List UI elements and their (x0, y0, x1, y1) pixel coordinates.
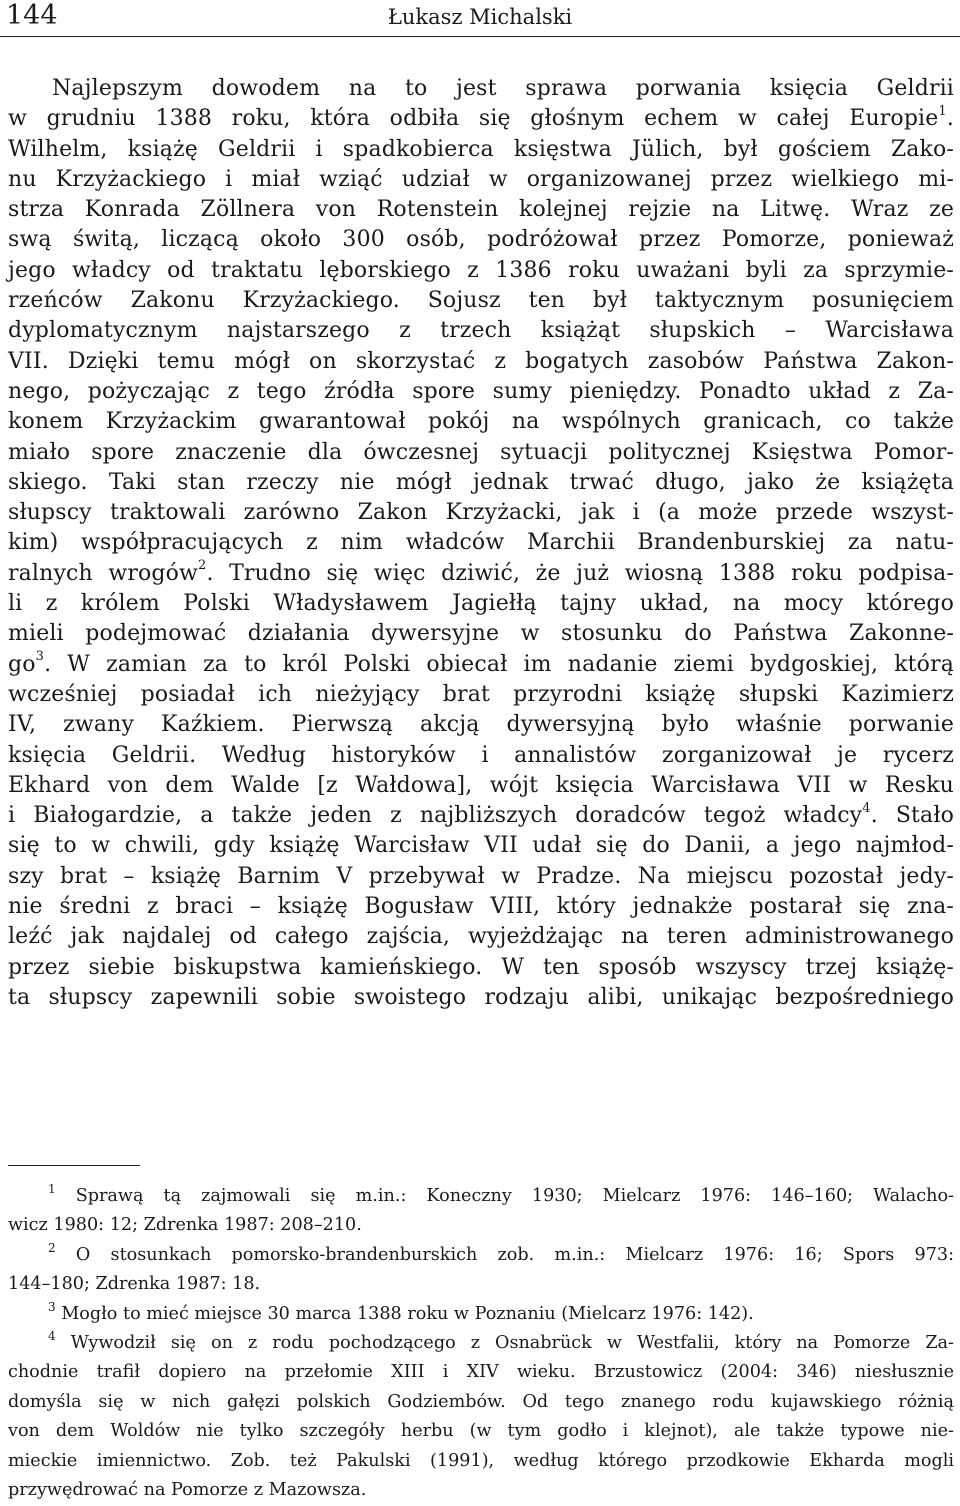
footnote-ref: 3 (35, 649, 45, 665)
footnote-line: 144–180; Zdrenka 1987: 18. (8, 1274, 261, 1295)
footnote-line: chodnie trafił dopiero na przełomie XIII i XIV wieku. Brzustowicz (2004: 346) niesłusznie (8, 1362, 954, 1383)
text-line: skiego. Taki stan rzeczy nie mógł jednak trwać długo, jako że książęta (8, 469, 954, 495)
text-line: miało spore znaczenie dla ówczesnej sytuacji politycznej Księstwa Pomor- (8, 439, 954, 465)
footnote-ref: 1 (938, 103, 947, 119)
text-line: strza Konrada Zöllnera von Rotenstein kolejnej rejzie na Litwę. Wraz ze (8, 197, 954, 223)
page-number: 144 (6, 0, 58, 31)
footnote-line: $^4$ Wywodził się on z rodu pochodzącego z Osnabrück w Westfalii, który na Pomorze Za- (48, 1329, 954, 1353)
footnotes (8, 1182, 954, 1505)
text-line: Ekhard von dem Walde [z Wałdowa], wójt księcia Warcisława VII w Resku (8, 772, 954, 798)
text-line: mieli podejmować działania dywersyjne w stosunku do Państwa Zakonne- (8, 621, 954, 647)
footnote-line: von dem Woldów nie tylko szczegóły herbu (w tym godło i klejnot), ale także typowe nie- (8, 1421, 954, 1442)
text-line: $go^3$. W zamian za to król Polski obiecał im nadanie ziemi bydgoskiej, którą (8, 649, 954, 677)
text-line: wcześniej posiadał ich nieżyjący brat przyrodni książę słupski Kazimierz (8, 681, 954, 707)
text-line: swą świtą, liczącą około 300 osób, podróżował przez Pomorze, ponieważ (8, 227, 954, 253)
main-text (8, 74, 954, 1013)
text-line: ralnych wrogów$^2$. Trudno się więc dziwić, że już wiosną 1388 roku podpisa- (8, 558, 954, 586)
text-line: księcia Geldrii. Według historyków i annalistów zorganizował je rycerz (8, 742, 954, 768)
text-line: jego władcy od traktatu lęborskiego z 1386 roku uważani byli za sprzymie- (8, 257, 954, 283)
text-line: leźć jak najdalej od całego zajścia, wyjeżdżając na teren administrowanego (8, 924, 954, 950)
footnote-ref: 4 (862, 800, 871, 816)
footnote-line: przywędrować na Pomorze z Mazowsza. (8, 1479, 367, 1500)
text-line: szy brat – książę Barnim V przebywał w Pradze. Na miejscu pozostał jedy- (8, 863, 954, 889)
text-line: nu Krzyżackiego i miał wziąć udział w organizowanej przez wielkiego mi- (8, 166, 954, 192)
footnote-line: domyśla się w nich gałęzi polskich Godziembów. Od tego znanego rodu kujawskiego różnią (8, 1391, 954, 1412)
text-line: nie średni z braci – książę Bogusław VIII, który jednakże postarał się zna- (8, 894, 954, 920)
text-line: Najlepszym dowodem na to jest sprawa porwania księcia Geldrii (52, 76, 954, 101)
text-line: przez siebie biskupstwa kamieńskiego. W ten sposób wszyscy trzej książę- (8, 954, 954, 980)
text-line: nego, pożyczając z tego źródła spore sumy pieniędzy. Ponadto układ z Za- (8, 378, 954, 404)
page-header (0, 0, 960, 37)
running-head-author: Łukasz Michalski (387, 5, 573, 29)
footnote-number: 1 (48, 1182, 56, 1197)
text-line: i Białogardzie, a także jeden z najbliższych doradców tegoż władcy$^4$. Stało (8, 800, 954, 829)
footnote-separator (8, 1165, 140, 1166)
footnote-number: 4 (48, 1329, 56, 1344)
footnote-line: $^3$ Mogło to mieć miejsce 30 marca 1388 roku w Poznaniu (Mielcarz 1976: 142). (48, 1299, 754, 1324)
text-line: IV, zwany Kaźkiem. Pierwszą akcją dywersyjną było właśnie porwanie (8, 712, 954, 738)
text-line: się to w chwili, gdy książę Warcisław VII udał się do Danii, a jego najmłod- (8, 833, 954, 859)
footnote-line: mieckie imiennictwo. Zob. też Pakulski (1991), według którego przodkowie Ekharda mogli (8, 1450, 954, 1471)
footnote-number: 3 (48, 1299, 56, 1314)
text-line: słupscy traktowali zarówno Zakon Krzyżacki, jak i (a może przede wszyst- (8, 500, 954, 526)
text-line: kim) współpracujących z nim władców Marchii Brandenburskiej za natu- (8, 530, 954, 556)
text-line: dyplomatycznym najstarszego z trzech książąt słupskich – Warcisława (8, 318, 954, 344)
footnote-number: 2 (48, 1240, 56, 1255)
footnote-ref: 2 (198, 558, 207, 574)
text-line: VII. Dzięki temu mógł on skorzystać z bogatych zasobów Państwa Zakon- (8, 348, 954, 374)
footnote-line: $^1$ Sprawą tą zajmowali się m.in.: Koneczny 1930; Mielcarz 1976: 146–160; Walacho- (48, 1182, 954, 1206)
text-line: konem Krzyżackim gwarantował pokój na wspólnych granicach, co także (8, 409, 954, 435)
text-line: ta słupscy zapewnili sobie swoistego rodzaju alibi, unikając bezpośredniego (8, 984, 954, 1010)
text-line: Wilhelm, książę Geldrii i spadkobierca księstwa Jülich, był gościem Zako- (8, 136, 954, 162)
text-line: li z królem Polski Władysławem Jagiełłą tajny układ, na mocy którego (8, 591, 954, 617)
footnote-line: $^2$ O stosunkach pomorsko-brandenburskich zob. m.in.: Mielcarz 1976: 16; Spors 973: (48, 1240, 955, 1265)
text-line: w grudniu 1388 roku, która odbiła się głośnym echem w całej Europie$^1$. (8, 103, 954, 132)
footnote-line: wicz 1980: 12; Zdrenka 1987: 208–210. (8, 1215, 362, 1236)
text-line: rzeńców Zakonu Krzyżackiego. Sojusz ten był taktycznym posunięciem (8, 288, 954, 314)
